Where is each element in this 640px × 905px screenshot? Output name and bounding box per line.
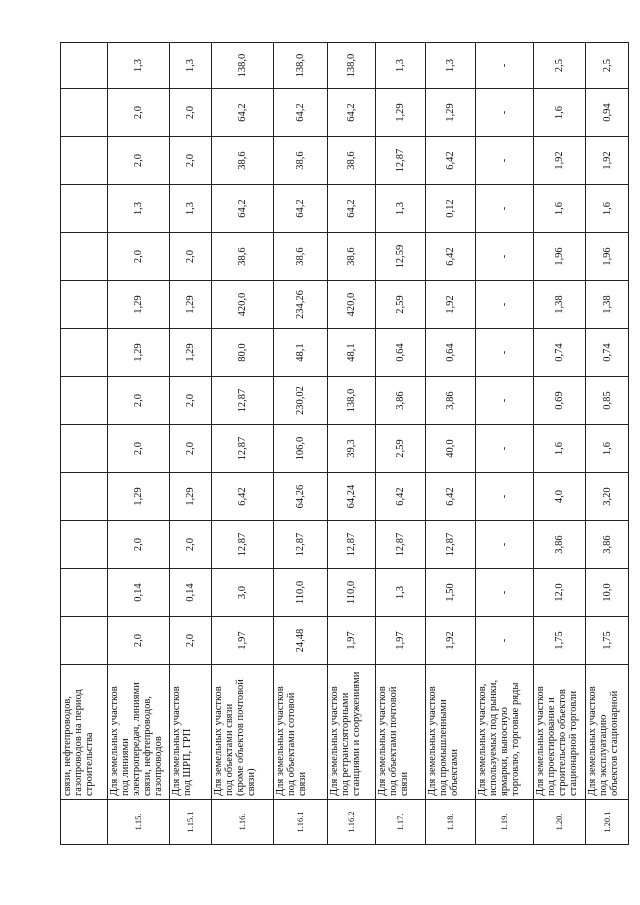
value-cell: - xyxy=(476,185,534,233)
value-cell: 2,5 xyxy=(534,43,586,89)
value-cell xyxy=(61,137,108,185)
value-cell: 1,97 xyxy=(328,617,376,665)
value-cell: 1,29 xyxy=(426,89,476,137)
description-line: строительства xyxy=(84,732,95,796)
value-cell: 0,12 xyxy=(426,185,476,233)
coefficient-table xyxy=(60,42,629,845)
row-description xyxy=(586,665,629,800)
description-line: Для земельных участков, xyxy=(477,683,488,796)
description-line: стационарной торговли xyxy=(568,690,579,796)
description-line: связи) xyxy=(246,768,257,796)
value-cell: 38,6 xyxy=(212,137,274,185)
value-cell: 80,0 xyxy=(212,329,274,377)
value-cell: 1,29 xyxy=(170,329,212,377)
value-cell: 4,0 xyxy=(534,473,586,521)
value-cell: 110,0 xyxy=(328,569,376,617)
value-cell: 2,0 xyxy=(170,233,212,281)
description-line: газопроводов на период xyxy=(73,689,84,796)
value-cell: 39,3 xyxy=(328,425,376,473)
value-cell: 48,1 xyxy=(274,329,328,377)
row-number: 1.18. xyxy=(426,800,476,845)
value-cell: 64,2 xyxy=(212,185,274,233)
description-line: объектами xyxy=(449,748,460,796)
row-number: 1.19. xyxy=(476,800,534,845)
value-cell xyxy=(61,185,108,233)
table-row xyxy=(586,43,629,845)
value-cell: 12,87 xyxy=(426,521,476,569)
row-number: 1.20.1 xyxy=(586,800,629,845)
value-cell xyxy=(61,377,108,425)
table-row xyxy=(534,43,586,845)
value-cell: 6,42 xyxy=(376,473,426,521)
value-cell: 0,74 xyxy=(586,329,629,377)
description-line: под промышленными xyxy=(438,699,449,796)
table-row xyxy=(61,43,108,845)
description-line: ярмарки, выносную xyxy=(499,707,510,796)
rotated-table-page xyxy=(60,43,628,845)
value-cell xyxy=(61,569,108,617)
value-cell: 38,6 xyxy=(274,137,328,185)
value-cell: 2,0 xyxy=(170,617,212,665)
row-description xyxy=(108,665,170,800)
value-cell: 1,96 xyxy=(586,233,629,281)
value-cell: 12,87 xyxy=(376,137,426,185)
row-description xyxy=(328,665,376,800)
value-cell: 2,0 xyxy=(170,521,212,569)
description-line: под эксплуатацию xyxy=(598,714,609,796)
value-cell: 0,74 xyxy=(534,329,586,377)
value-cell: 1,38 xyxy=(586,281,629,329)
value-cell: 64,2 xyxy=(274,89,328,137)
value-cell: 2,0 xyxy=(108,137,170,185)
value-cell: 230,02 xyxy=(274,377,328,425)
value-cell: 1,92 xyxy=(534,137,586,185)
row-description xyxy=(376,665,426,800)
value-cell: 106,0 xyxy=(274,425,328,473)
value-cell: 138,0 xyxy=(274,43,328,89)
value-cell: 24,48 xyxy=(274,617,328,665)
value-cell: 3,20 xyxy=(586,473,629,521)
description-line: Для земельных участков xyxy=(109,686,120,796)
table-row xyxy=(274,43,328,845)
table-row xyxy=(426,43,476,845)
value-cell: 1,29 xyxy=(170,281,212,329)
value-cell: 1,3 xyxy=(376,185,426,233)
value-cell: 6,42 xyxy=(426,137,476,185)
description-line: связи, нефтепроводов, xyxy=(142,696,153,796)
value-cell: 3,0 xyxy=(212,569,274,617)
value-cell: 0,94 xyxy=(586,89,629,137)
description-line: Для земельных участков xyxy=(171,686,182,796)
value-cell xyxy=(61,329,108,377)
description-line: под объектами связи xyxy=(224,703,235,796)
value-cell: 38,6 xyxy=(274,233,328,281)
value-cell: 2,59 xyxy=(376,281,426,329)
value-cell: 10,0 xyxy=(586,569,629,617)
table-row xyxy=(376,43,426,845)
value-cell: 6,42 xyxy=(212,473,274,521)
value-cell: 3,86 xyxy=(376,377,426,425)
value-cell: 1,6 xyxy=(534,185,586,233)
row-number: 1.15.1 xyxy=(170,800,212,845)
value-cell: 1,6 xyxy=(534,425,586,473)
value-cell: 64,26 xyxy=(274,473,328,521)
value-cell: 3,86 xyxy=(426,377,476,425)
value-cell: 12,87 xyxy=(376,521,426,569)
description-line: Для земельных участков xyxy=(427,686,438,796)
value-cell: 1,97 xyxy=(212,617,274,665)
value-cell: 2,0 xyxy=(108,89,170,137)
value-cell: - xyxy=(476,521,534,569)
value-cell: 2,0 xyxy=(108,377,170,425)
row-description xyxy=(274,665,328,800)
value-cell xyxy=(61,473,108,521)
table-row xyxy=(476,43,534,845)
value-cell: 1,3 xyxy=(108,43,170,89)
value-cell: 2,0 xyxy=(108,425,170,473)
table-row xyxy=(108,43,170,845)
description-line: строительство объектов xyxy=(557,689,568,796)
value-cell: 64,2 xyxy=(328,185,376,233)
value-cell: 1,75 xyxy=(534,617,586,665)
value-cell: 2,0 xyxy=(170,137,212,185)
row-number xyxy=(61,800,108,845)
description-line: под проектирование и xyxy=(546,697,557,796)
value-cell: 38,6 xyxy=(212,233,274,281)
row-number: 1.16.2 xyxy=(328,800,376,845)
value-cell: 6,42 xyxy=(426,473,476,521)
value-cell: 1,97 xyxy=(376,617,426,665)
table-row xyxy=(170,43,212,845)
value-cell: - xyxy=(476,89,534,137)
row-number: 1.16. xyxy=(212,800,274,845)
description-line: Для земельных участков xyxy=(377,686,388,796)
value-cell: 1,6 xyxy=(586,185,629,233)
row-number: 1.17. xyxy=(376,800,426,845)
value-cell: - xyxy=(476,569,534,617)
value-cell: 110,0 xyxy=(274,569,328,617)
value-cell: 6,42 xyxy=(426,233,476,281)
value-cell: - xyxy=(476,233,534,281)
value-cell: 138,0 xyxy=(328,377,376,425)
table-row xyxy=(328,43,376,845)
value-cell: 2,0 xyxy=(108,617,170,665)
description-line: Для земельных участков xyxy=(587,686,598,796)
value-cell: 12,87 xyxy=(212,377,274,425)
value-cell: 3,86 xyxy=(586,521,629,569)
value-cell: 1,3 xyxy=(376,43,426,89)
value-cell: 420,0 xyxy=(212,281,274,329)
value-cell: - xyxy=(476,329,534,377)
description-line: объектов стационарной xyxy=(609,690,620,796)
value-cell: 12,59 xyxy=(376,233,426,281)
value-cell: 2,5 xyxy=(586,43,629,89)
row-number: 1.20. xyxy=(534,800,586,845)
description-line: связи xyxy=(297,771,308,796)
row-description xyxy=(534,665,586,800)
row-description xyxy=(212,665,274,800)
value-cell: 138,0 xyxy=(328,43,376,89)
description-line: Для земельных участков xyxy=(329,686,340,796)
description-line: связи xyxy=(399,771,410,796)
value-cell xyxy=(61,89,108,137)
value-cell: - xyxy=(476,43,534,89)
value-cell: 2,0 xyxy=(108,233,170,281)
value-cell xyxy=(61,43,108,89)
value-cell xyxy=(61,425,108,473)
value-cell: - xyxy=(476,617,534,665)
value-cell: 2,0 xyxy=(108,521,170,569)
value-cell: 64,24 xyxy=(328,473,376,521)
description-line: электропередач, линиями xyxy=(131,682,142,796)
value-cell: 12,87 xyxy=(274,521,328,569)
value-cell xyxy=(61,617,108,665)
description-line: Для земельных участков xyxy=(213,686,224,796)
value-cell: 1,3 xyxy=(108,185,170,233)
value-cell: 1,3 xyxy=(170,185,212,233)
value-cell: 0,14 xyxy=(170,569,212,617)
value-cell: 234,26 xyxy=(274,281,328,329)
row-description xyxy=(476,665,534,800)
description-line: станциями и сооружениями xyxy=(351,671,362,796)
description-line: используемых под рынки, xyxy=(488,679,499,796)
value-cell: 38,6 xyxy=(328,233,376,281)
value-cell xyxy=(61,521,108,569)
value-cell: 64,2 xyxy=(212,89,274,137)
value-cell xyxy=(61,233,108,281)
value-cell: - xyxy=(476,281,534,329)
value-cell: 12,87 xyxy=(212,425,274,473)
value-cell: 1,29 xyxy=(108,281,170,329)
value-cell: 3,86 xyxy=(534,521,586,569)
row-description xyxy=(426,665,476,800)
value-cell: 0,14 xyxy=(108,569,170,617)
value-cell: 2,0 xyxy=(170,425,212,473)
description-line: связи, нефтепроводов, xyxy=(62,696,73,796)
value-cell: 48,1 xyxy=(328,329,376,377)
description-line: Для земельных участков xyxy=(535,686,546,796)
value-cell: 2,0 xyxy=(170,89,212,137)
row-description xyxy=(61,665,108,800)
value-cell: 1,3 xyxy=(376,569,426,617)
description-line: под линиями xyxy=(120,738,131,796)
value-cell: 1,96 xyxy=(534,233,586,281)
value-cell: 1,75 xyxy=(586,617,629,665)
description-line: Для земельных участков xyxy=(275,686,286,796)
value-cell: 0,69 xyxy=(534,377,586,425)
value-cell: 420,0 xyxy=(328,281,376,329)
value-cell: 2,59 xyxy=(376,425,426,473)
value-cell: 12,87 xyxy=(212,521,274,569)
value-cell: 12,87 xyxy=(328,521,376,569)
value-cell: 1,6 xyxy=(586,425,629,473)
value-cell: 138,0 xyxy=(212,43,274,89)
value-cell: 0,64 xyxy=(426,329,476,377)
value-cell: - xyxy=(476,377,534,425)
value-cell: 1,29 xyxy=(376,89,426,137)
description-line: под объектами сотовой xyxy=(286,692,297,796)
value-cell: 1,92 xyxy=(586,137,629,185)
value-cell: 0,64 xyxy=(376,329,426,377)
value-cell: 38,6 xyxy=(328,137,376,185)
value-cell: 1,92 xyxy=(426,617,476,665)
description-line: под объектами почтовой xyxy=(388,686,399,796)
value-cell: - xyxy=(476,425,534,473)
value-cell: 0,85 xyxy=(586,377,629,425)
value-cell: 1,38 xyxy=(534,281,586,329)
value-cell: - xyxy=(476,137,534,185)
description-line: под ШРП, ГРП xyxy=(182,728,193,796)
value-cell: 40,0 xyxy=(426,425,476,473)
value-cell: 1,29 xyxy=(170,473,212,521)
value-cell: 1,6 xyxy=(534,89,586,137)
row-number: 1.15. xyxy=(108,800,170,845)
description-line: газопроводов xyxy=(153,736,164,796)
description-line: (кроме объектов почтовой xyxy=(235,679,246,796)
value-cell: 1,29 xyxy=(108,473,170,521)
description-line: торговлю, торговые ряды xyxy=(510,682,521,796)
row-number: 1.16.1 xyxy=(274,800,328,845)
value-cell: 1,3 xyxy=(426,43,476,89)
value-cell: 2,0 xyxy=(170,377,212,425)
value-cell: 1,3 xyxy=(170,43,212,89)
value-cell: 1,29 xyxy=(108,329,170,377)
value-cell: 64,2 xyxy=(274,185,328,233)
value-cell: 1,50 xyxy=(426,569,476,617)
value-cell: 64,2 xyxy=(328,89,376,137)
value-cell xyxy=(61,281,108,329)
value-cell: 1,92 xyxy=(426,281,476,329)
value-cell: 12,0 xyxy=(534,569,586,617)
row-description xyxy=(170,665,212,800)
table-row xyxy=(212,43,274,845)
description-line: под ретрансляторными xyxy=(340,692,351,796)
value-cell: - xyxy=(476,473,534,521)
